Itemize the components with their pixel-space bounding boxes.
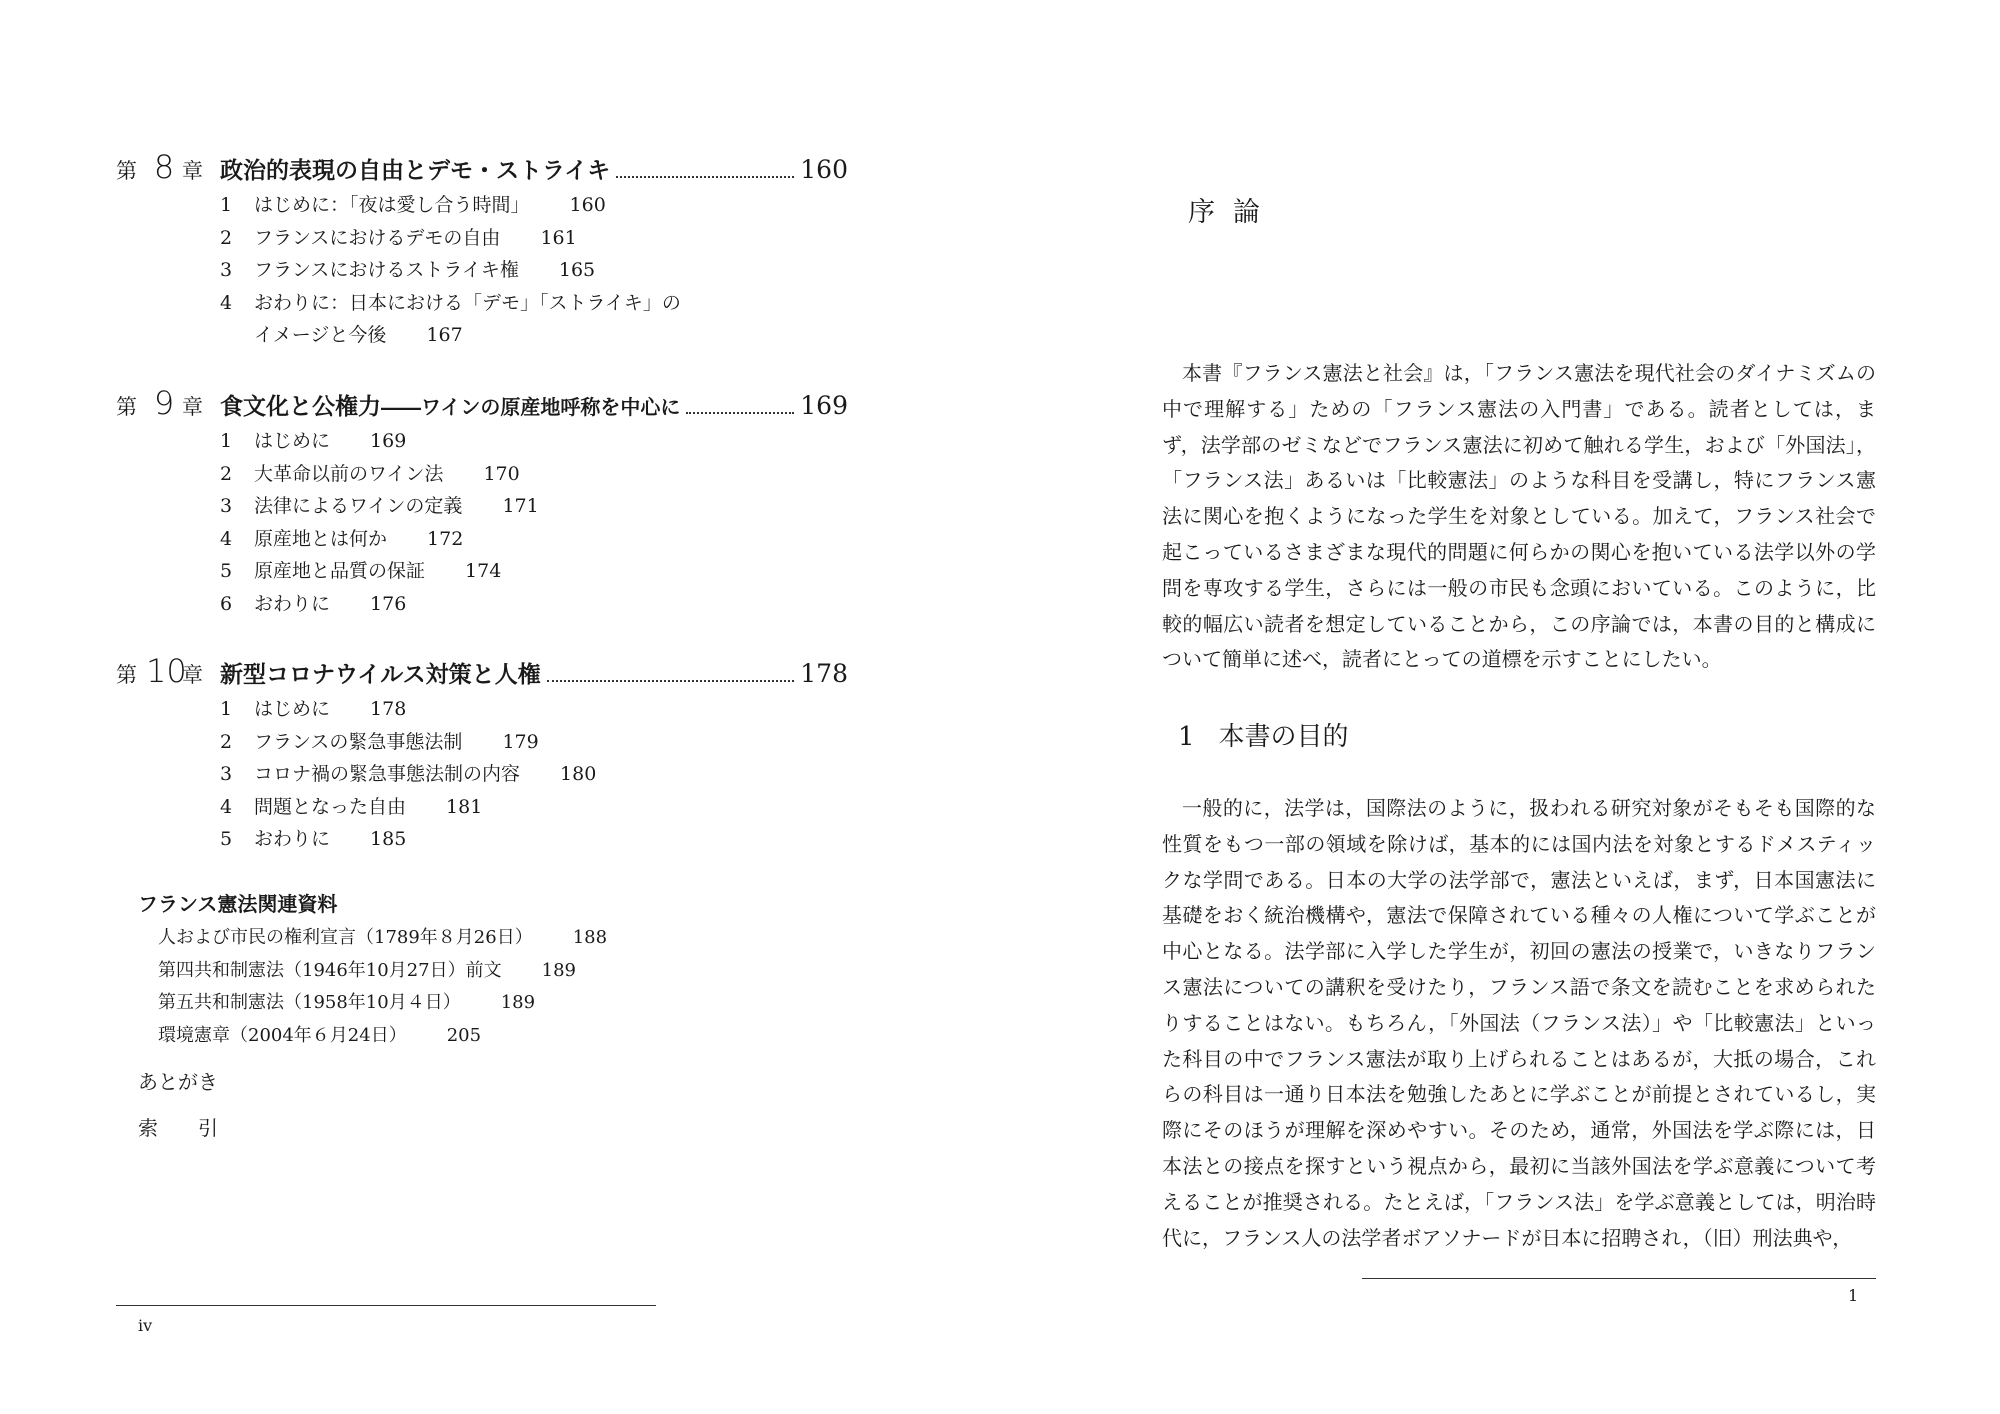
chapter-prefix: 第 [116,395,137,419]
toc-section[interactable]: 3 コロナ禍の緊急事態法制の内容 180 [220,763,597,785]
toc-section[interactable]: 3 法律によるワインの定義 171 [220,495,539,517]
appendix-item[interactable]: 人および市民の権利宣言（1789年８月26日） 188 [158,927,608,948]
page-folio: 1 [1848,1286,1859,1305]
toc-section[interactable]: 4 おわりに：日本における「デモ」「ストライキ」の [220,291,681,314]
chapter-suffix: 章 [182,395,203,419]
chapter-heading[interactable] [116,384,848,426]
toc-section[interactable]: 2 フランスにおけるデモの自由 161 [220,226,577,249]
toc-section[interactable]: 4 原産地とは何か 172 [220,527,464,550]
page-folio: iv [138,1316,153,1335]
footer-rule [1362,1278,1876,1279]
appendix-title[interactable]: フランス憲法関連資料 [138,892,338,916]
appendix-item[interactable]: 第五共和制憲法（1958年10月４日） 189 [158,992,536,1013]
appendix-item[interactable]: 第四共和制憲法（1946年10月27日）前文 189 [158,959,576,981]
section-list [116,426,848,621]
chapter-heading[interactable] [116,148,848,190]
dot-leader [686,412,794,414]
chapter-number: 8 [153,148,175,186]
section-title: 本書の目的 [1218,722,1349,752]
chapter-prefix: 第 [116,159,137,183]
chapter-page-number: 178 [800,659,848,688]
chapter-heading[interactable] [116,652,848,694]
toc-section[interactable]: 6 おわりに 176 [220,592,407,615]
section-heading [1178,716,1349,753]
page-title: 序論 [1188,197,1278,228]
dot-leader [547,680,795,682]
toc-chapter [116,652,848,857]
afterword-entry[interactable]: あとがき [138,1070,218,1094]
toc-section[interactable]: 3 フランスにおけるストライキ権 165 [220,259,596,281]
chapter-page-number: 160 [800,155,848,184]
chapter-prefix: 第 [116,663,137,687]
toc-section[interactable]: 2 大革命以前のワイン法 170 [220,462,520,485]
intro-paragraph: 本書『フランス憲法と社会』は，「フランス憲法を現代社会のダイナミズムの中で理解する」ための「フランス憲法の入門書」である。読者としては，まず，法学部のゼミなどでフランス憲法に初めて触れる学生，および「外国法」，「フランス法」あるいは「比較憲法」のような科目を受講し，特にフランス憲法に関心を抱くようになった学生を対象としている。加えて，フランス社会で起こっているさまざまな現代的問題に何らかの関心を抱いている法学以外の学問を専攻する学生，さらには一般の市民も念頭においている。このように，比較的幅広い読者を想定していることから，この序論では，本書の目的と構成について簡単に述べ，読者にとっての道標を示すことにしたい。 [1162,361,1876,672]
toc-section[interactable]: 4 問題となった自由 181 [220,795,483,818]
toc-section[interactable]: 5 おわりに 185 [220,828,407,850]
appendix-block [138,888,607,1053]
toc-section[interactable]: 1 はじめに：「夜は愛し合う時間」 160 [220,194,606,216]
section-number: 1 [1178,722,1195,752]
toc-section[interactable]: 1 はじめに 169 [220,430,407,452]
toc-chapter [116,148,848,353]
toc-section-continued[interactable]: イメージと今後 167 [254,324,463,346]
section-list [116,190,848,353]
chapter-title: 新型コロナウイルス対策と人権 [220,661,541,688]
section-list [116,694,848,857]
body-paragraph: 一般的に，法学は，国際法のように，扱われる研究対象がそもそも国際的な性質をもつ一部の領域を除けば，基本的には国内法を対象とするドメスティックな学問である。日本の大学の法学部で，憲法といえば，まず，日本国憲法に基礎をおく統治機構や，憲法で保障されている種々の人権について学ぶことが中心となる。法学部に入学した学生が，初回の憲法の授業で，いきなりフランス憲法についての講釈を受けたり，フランス語で条文を読むことを求められたりすることはない。もちろん，「外国法（フランス法）」や「比較憲法」といった科目の中でフランス憲法が取り上げられることはあるが，大抵の場合，これらの科目は一通り日本法を勉強したあとに学ぶことが前提とされているし，実際にそのほうが理解を深めやすい。そのため，通常，外国法を学ぶ際には，日本法との接点を探すという視点から，最初に当該外国法を学ぶ意義について考えることが推奨される。たとえば，「フランス法」を学ぶ意義としては，明治時代に，フランス人の法学者ボアソナードが日本に招聘され，（旧）刑法典や， [1162,796,1876,1250]
chapter-suffix: 章 [182,663,203,687]
right-page [1000,0,2000,1414]
chapter-suffix: 章 [182,159,203,183]
chapter-title: 政治的表現の自由とデモ・ストライキ [220,157,611,184]
chapter-number: 9 [153,384,175,422]
toc-section[interactable]: 2 フランスの緊急事態法制 179 [220,730,539,753]
chapter-number: 10 [146,652,187,690]
chapter-title: 食文化と公権力――ワインの原産地呼称を中心に [220,393,681,420]
toc-section[interactable]: 1 はじめに 178 [220,698,407,720]
footer-rule [116,1305,656,1306]
index-entry[interactable]: 索 引 [138,1116,218,1140]
toc-chapter [116,384,848,621]
chapter-page-number: 169 [800,391,848,420]
appendix-item[interactable]: 環境憲章（2004年６月24日） 205 [158,1024,482,1046]
toc-section[interactable]: 5 原産地と品質の保証 174 [220,560,502,582]
dot-leader [616,176,794,178]
